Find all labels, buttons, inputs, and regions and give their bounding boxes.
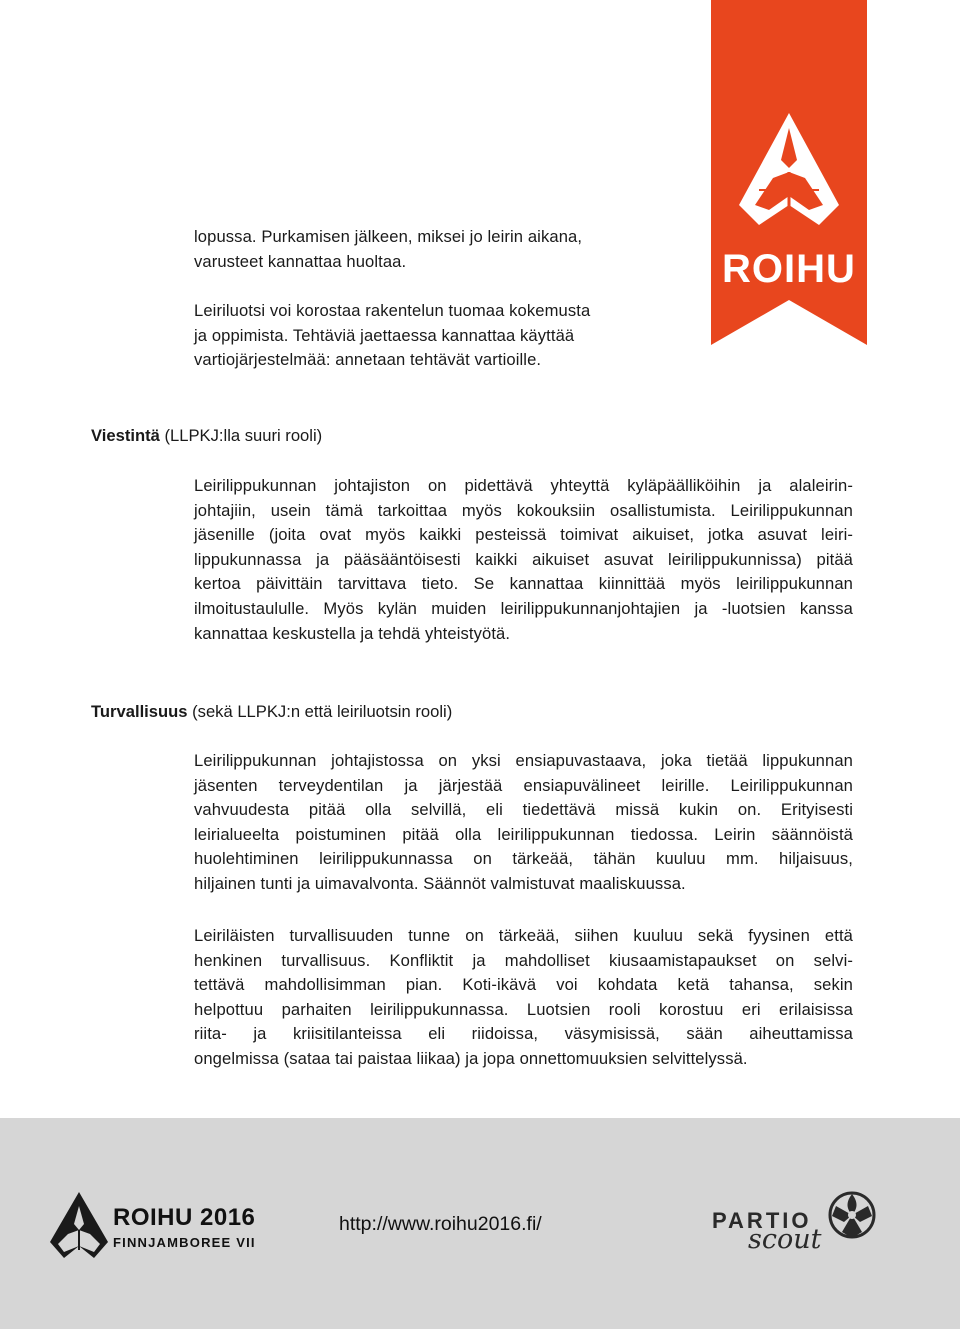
text-line: Leirilippukunnan johtajiston on pidettävä yhteyttä kyläpäälliköihin ja alaleirin-	[194, 476, 853, 495]
text-line: lippukunnassa ja pääsääntöisesti kaikki aikuiset asuvat leirilippukunnissa) pitää	[194, 549, 853, 569]
text-line: hiljainen tunti ja uimavalvonta. Säännöt valmistuvat maaliskuussa.	[194, 873, 686, 893]
text-line: Leiriluotsi voi korostaa rakentelun tuomaa kokemusta	[194, 301, 591, 320]
text-line: ja oppimista. Tehtäviä jaettaessa kannattaa käyttää	[194, 325, 575, 345]
text-line: huolehtiminen leirilippukunnassa on tärkeää, tähän kuuluu mm. hiljaisuus,	[194, 849, 853, 869]
text-line: jäsenten terveydentilan ja järjestää ensiapuvälineet leirille. Leirilippukunnan	[194, 775, 853, 795]
text-line: Leirilippukunnan johtajistossa on yksi ensiapuvastaava, joka tietää lippukunnan	[194, 751, 853, 770]
heading-bold: Turvallisuus	[91, 702, 188, 721]
text-line: johtajiin, usein tämä tarkoittaa myös kokouksiin osallistumista. Leirilippukunnan	[194, 500, 853, 520]
text-line: Leiriläisten turvallisuuden tunne on tärkeää, siihen kuuluu sekä fyysinen että	[194, 926, 853, 945]
partio-logo-text: PARTIO	[712, 1208, 812, 1233]
intro-paragraph-2	[194, 299, 654, 373]
turvallisuus-paragraph-2	[194, 924, 853, 1072]
text-line: lopussa. Purkamisen jälkeen, miksei jo leirin aikana,	[194, 227, 583, 246]
text-line: vahvuudesta pitää olla selvillä, eli tiedettävä missä kukin on. Erityisesti	[194, 800, 853, 820]
text-line: kannattaa keskustella ja tehdä yhteistyötä.	[194, 623, 511, 643]
text-line: riita- ja kriisitilanteissa eli riidoissa, väsymisissä, sään aiheuttamissa	[194, 1024, 853, 1044]
text-line: helpottuu parhaiten leirilippukunnassa. Luotsien rooli korostuu eri erilaisissa	[194, 999, 853, 1019]
intro-paragraph-1	[194, 225, 654, 274]
jamboree-title: ROIHU 2016	[113, 1204, 256, 1231]
text-line: kertoa päivittäin tarvittava tieto. Se kannattaa kiinnittää myös leirilippukunnan	[194, 574, 853, 594]
heading-bold: Viestintä	[91, 426, 160, 445]
text-line: leirialueelta poistuminen pitää olla leirilippukunnan tiedossa. Leirin säännöistä	[194, 824, 853, 844]
roihu-flame-icon	[711, 0, 867, 345]
text-line: vartiojärjestelmää: annetaan tehtävät vartioille.	[194, 350, 542, 370]
text-line: ilmoitustaululle. Myös kylän muiden leirilippukunnanjohtajien ja -luotsien kanssa	[194, 598, 853, 618]
website-link[interactable]: http://www.roihu2016.fi/	[339, 1213, 542, 1235]
scout-logo-text: scout	[748, 1224, 822, 1255]
heading-rest: (LLPKJ:lla suuri rooli)	[159, 426, 323, 445]
section-heading-turvallisuus	[91, 702, 452, 722]
turvallisuus-paragraph-1	[194, 749, 853, 897]
scout-trefoil-icon	[822, 1186, 882, 1249]
text-line: tettävä mahdollisimman pian. Koti-ikävä voi kohdata ketä tahansa, sekin	[194, 975, 853, 995]
text-line: varusteet kannattaa huoltaa.	[194, 251, 407, 271]
text-line: jäsenille (joita ovat myös kaikki pesteissä toimivat aikuiset, jotka asuvat leiri-	[194, 525, 853, 545]
text-line: ongelmissa (sataa tai paistaa liikaa) ja jopa onnettomuuksien selvittelyssä.	[194, 1048, 748, 1068]
jamboree-subtitle: FINNJAMBOREE VII	[113, 1235, 256, 1250]
roihu-banner-logo	[711, 0, 867, 345]
roihu-logo-text: ROIHU	[722, 247, 856, 291]
viestinta-paragraph	[194, 474, 853, 646]
roihu-2016-flame-icon	[48, 1190, 110, 1262]
text-line: henkinen turvallisuus. Konfliktit ja mahdolliset kiusaamistapaukset on selvi-	[194, 950, 853, 970]
section-heading-viestinta	[91, 426, 322, 446]
heading-rest: (sekä LLPKJ:n että leiriluotsin rooli)	[187, 702, 453, 721]
roihu-2016-logo	[48, 1190, 110, 1267]
